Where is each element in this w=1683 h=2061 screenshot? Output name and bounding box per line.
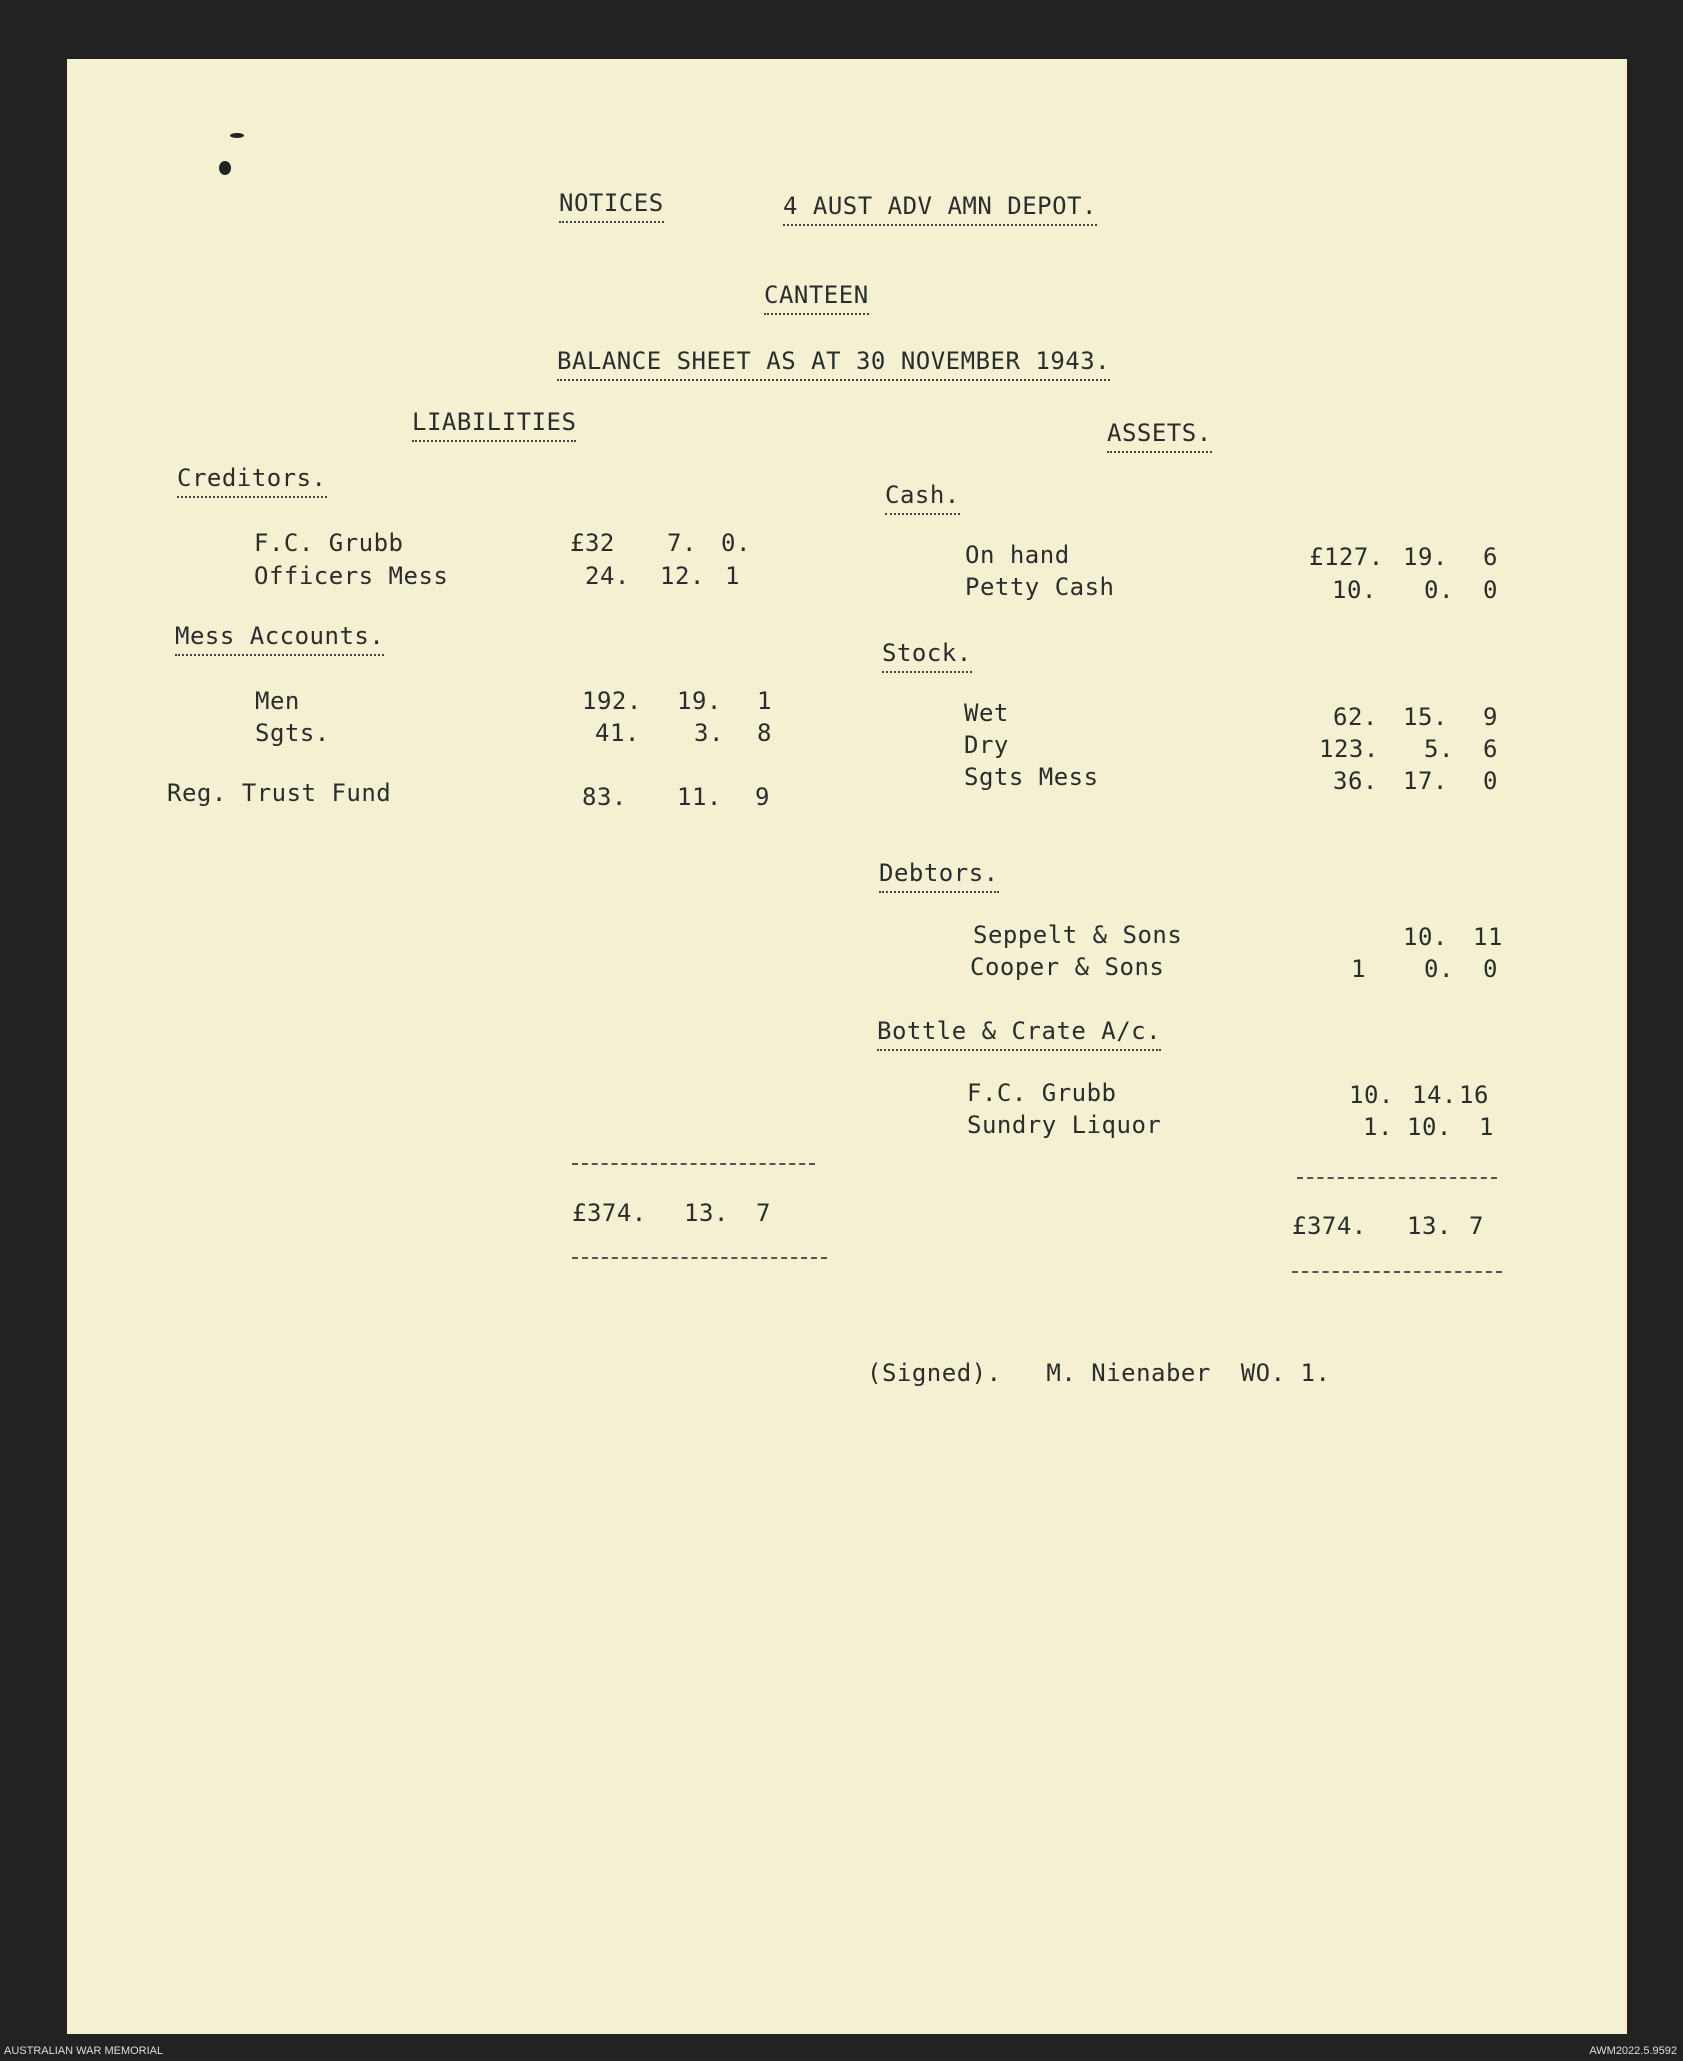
asset-pence: 16 <box>1459 1081 1489 1109</box>
liability-pounds: 192. <box>582 687 642 715</box>
liability-pence: 1 <box>725 562 740 590</box>
liability-shillings: 11. <box>677 783 722 811</box>
asset-shillings: 5. <box>1424 735 1454 763</box>
footer-left: AUSTRALIAN WAR MEMORIAL <box>4 2045 164 2057</box>
asset-pence: 0 <box>1483 955 1498 983</box>
liability-pence: 9 <box>755 783 770 811</box>
asset-name: Dry <box>964 731 1009 759</box>
asset-pounds: 36. <box>1333 767 1378 795</box>
liability-pounds: £32 <box>570 529 615 557</box>
debtors-heading: Debtors. <box>879 859 999 893</box>
liability-shillings: 3. <box>694 719 724 747</box>
liability-pounds: 41. <box>595 719 640 747</box>
liability-pence: 0. <box>721 529 751 557</box>
asset-name: F.C. Grubb <box>967 1079 1117 1107</box>
asset-shillings: 14. <box>1412 1081 1457 1109</box>
notices-heading: NOTICES <box>559 189 664 223</box>
liability-name: F.C. Grubb <box>254 529 404 557</box>
asset-shillings: 17. <box>1403 767 1448 795</box>
liability-pounds: 24. <box>585 562 630 590</box>
liabilities-heading: LIABILITIES <box>412 408 576 442</box>
asset-name: Sgts Mess <box>964 763 1099 791</box>
asset-pounds: 123. <box>1319 735 1379 763</box>
assets-total-shillings: 13. <box>1407 1212 1452 1240</box>
asset-shillings: 10. <box>1403 923 1448 951</box>
liability-pence: 8 <box>757 719 772 747</box>
liability-name: Officers Mess <box>254 562 449 590</box>
asset-name: On hand <box>965 541 1070 569</box>
liabilities-total-shillings: 13. <box>684 1199 729 1227</box>
stock-heading: Stock. <box>882 639 972 673</box>
assets-total-pounds: £374. <box>1292 1212 1367 1240</box>
asset-shillings: 15. <box>1403 703 1448 731</box>
asset-name: Sundry Liquor <box>967 1111 1162 1139</box>
liabilities-total-rule-bottom <box>572 1257 827 1259</box>
asset-name: Petty Cash <box>965 573 1115 601</box>
mess-accounts-heading: Mess Accounts. <box>175 622 384 656</box>
asset-pounds: 10. <box>1349 1081 1394 1109</box>
asset-name: Wet <box>964 699 1009 727</box>
asset-pence: 9 <box>1483 703 1498 731</box>
asset-pence: 11 <box>1473 923 1503 951</box>
document-page <box>67 59 1627 2034</box>
liability-name: Reg. Trust Fund <box>167 779 392 807</box>
asset-pounds: 62. <box>1333 703 1378 731</box>
canteen-heading: CANTEEN <box>764 281 869 315</box>
liability-name: Men <box>255 687 300 715</box>
liability-pounds: 83. <box>582 783 627 811</box>
bottle-crate-heading: Bottle & Crate A/c. <box>877 1017 1161 1051</box>
asset-name: Cooper & Sons <box>970 953 1165 981</box>
asset-shillings: 0. <box>1424 955 1454 983</box>
ink-smudge <box>219 161 231 175</box>
asset-pence: 6 <box>1483 735 1498 763</box>
asset-shillings: 0. <box>1424 576 1454 604</box>
asset-pence: 0 <box>1483 767 1498 795</box>
assets-total-pence: 7 <box>1469 1212 1484 1240</box>
liabilities-total-pounds: £374. <box>572 1199 647 1227</box>
liability-shillings: 19. <box>677 687 722 715</box>
cash-heading: Cash. <box>885 481 960 515</box>
asset-name: Seppelt & Sons <box>973 921 1183 949</box>
creditors-heading: Creditors. <box>177 464 327 498</box>
assets-heading: ASSETS. <box>1107 419 1212 453</box>
assets-total-rule-top <box>1297 1177 1497 1179</box>
liabilities-total-rule-top <box>572 1163 815 1165</box>
asset-pounds: £127. <box>1309 543 1384 571</box>
liability-name: Sgts. <box>255 719 330 747</box>
asset-pounds: 1. <box>1363 1113 1393 1141</box>
depot-heading: 4 AUST ADV AMN DEPOT. <box>783 192 1097 226</box>
asset-pounds: 1 <box>1351 955 1366 983</box>
liabilities-total-pence: 7 <box>756 1199 771 1227</box>
asset-pounds: 10. <box>1332 576 1377 604</box>
asset-shillings: 19. <box>1403 543 1448 571</box>
signature-line: (Signed). M. Nienaber WO. 1. <box>867 1359 1331 1387</box>
footer-right: AWM2022.5.9592 <box>1589 2045 1677 2057</box>
asset-pence: 0 <box>1483 576 1498 604</box>
assets-total-rule-bottom <box>1292 1271 1502 1273</box>
liability-pence: 1 <box>757 687 772 715</box>
ink-smudge <box>230 133 244 138</box>
liability-shillings: 7. <box>667 529 697 557</box>
asset-pence: 1 <box>1479 1113 1494 1141</box>
asset-pence: 6 <box>1483 543 1498 571</box>
liability-shillings: 12. <box>660 562 705 590</box>
balance-sheet-title: BALANCE SHEET AS AT 30 NOVEMBER 1943. <box>557 347 1110 381</box>
asset-shillings: 10. <box>1407 1113 1452 1141</box>
